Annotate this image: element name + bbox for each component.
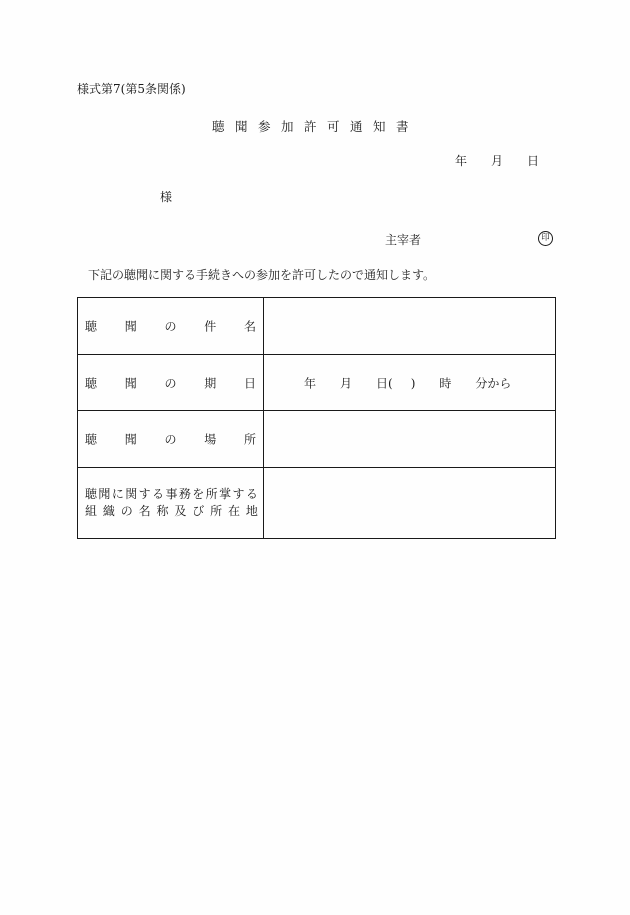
recipient-suffix: 様 bbox=[160, 190, 173, 204]
issue-day-label: 日 bbox=[527, 154, 540, 168]
schedule-template bbox=[304, 374, 511, 391]
organizer-label: 主宰者 bbox=[385, 233, 422, 247]
schedule-day-open: 日( bbox=[376, 376, 393, 390]
table-row-organization bbox=[78, 468, 555, 538]
organization-label-line2: 組 織 の 名 称 及 び 所 在 地 bbox=[85, 504, 258, 518]
issue-date bbox=[455, 154, 539, 168]
organization-label-cell bbox=[78, 468, 264, 538]
schedule-hour: 時 bbox=[439, 376, 452, 390]
issue-month-label: 月 bbox=[491, 154, 504, 168]
schedule-minute-from: 分から bbox=[475, 376, 512, 390]
organization-label bbox=[85, 486, 258, 520]
organization-label-line1: 聴 聞 に 関 す る 事 務 を 所 掌 す る bbox=[85, 487, 258, 501]
date-label: 聴 聞 の 期 日 bbox=[85, 376, 256, 390]
schedule-year: 年 bbox=[304, 376, 317, 390]
subject-label: 聴 聞 の 件 名 bbox=[85, 319, 256, 334]
table-row-date bbox=[78, 355, 555, 411]
table-row-location bbox=[78, 411, 555, 468]
subject-value-cell bbox=[264, 298, 555, 354]
hearing-details-table bbox=[77, 297, 556, 539]
form-number: 様式第7(第5条関係) bbox=[77, 82, 186, 96]
issue-year-label: 年 bbox=[455, 154, 468, 168]
organization-value-cell bbox=[264, 468, 555, 538]
location-value-cell bbox=[264, 411, 555, 467]
table-row-subject bbox=[78, 298, 555, 355]
schedule-day-close: ) bbox=[410, 376, 416, 390]
date-label-cell bbox=[78, 355, 264, 410]
subject-label-cell bbox=[78, 298, 264, 354]
date-value-cell bbox=[264, 355, 555, 410]
intro-text: 下記の聴聞に関する手続きへの参加を許可したので通知します。 bbox=[88, 268, 436, 282]
document-title: 聴聞参加許可通知書 bbox=[212, 119, 420, 134]
location-label: 聴 聞 の 場 所 bbox=[85, 432, 256, 447]
location-label-cell bbox=[78, 411, 264, 467]
schedule-month: 月 bbox=[340, 376, 353, 390]
seal-mark-icon: 印 bbox=[538, 231, 553, 246]
